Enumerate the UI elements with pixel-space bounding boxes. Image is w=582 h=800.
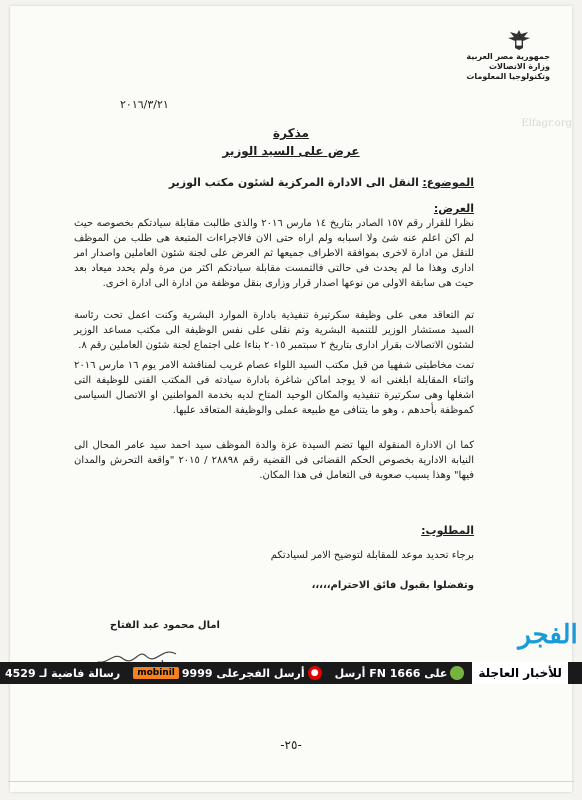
subject-line [84,176,474,189]
subject-text: النقل الى الادارة المركزية لشئون مكتب الوزير [168,176,419,189]
news-ticker[interactable] [0,662,582,684]
body-paragraph-1: نظرا للقرار رقم ١٥٧ الصادر بتاريخ ١٤ مارس ٢٠١٦ والذى طالبت مقابلة سيادتكم بخصوصه حيث لم اكن اعلم عنه شئ ولا اسبابه ولم اراه حتى الان فالاجراءات المتبعة هى طلب من الموظف للنقل من ادارة لاخرى بموافقة الاطراف جميعها ثم العرض على لجنة شئون العاملين واصدار امر ادارى وهذا ما لم يحدث فى حالتى فالتمست مقابلة سيادتكم اكثر من مرة ولم يحدد ميعاد بعد حيث هى سابقة الاولى من نوعها اصدار قرار وزارى بنقل موظفة من ادارة الى ادارة اخرى. [74,218,475,289]
logo-text: الفجر [518,620,578,650]
header-line: وتكنولوجيا المعلومات [466,72,550,81]
signer-name: امال محمود عبد الفتاح [109,620,220,631]
ticker-item-vodafone[interactable] [330,662,473,684]
mobinil-logo: mobinil [133,667,179,679]
body-paragraph-3: تمت مخاطبتى شفهيا من قبل مكتب السيد اللواء عصام غريب لمناقشة الامر يوم ١٦ مارس ٢٠١٦ واثناء المقابلة ابلغنى انه لا يوجد اماكن شاغرة بادارة سيادته فى المكتب الفنى للوظيفة التى اشغلها وهى سكرتيرة تنفيذيه والمكان الوحيد المتاح لديه بخدمة المواطنين او الاتصال السياسى كموظفة بأحدهم ، وهو ما يتنافى مع طبيعة عملى والوظيفة المتعاقد عليها. [74,360,474,416]
etisalat-logo-icon [450,666,464,680]
ticker-item-etisalat[interactable] [0,662,125,684]
ministry-header [430,52,550,82]
ticker-text: أرسل الفجرعلى 9999 [181,666,305,680]
memo-subtitle: عرض على السيد الوزير [222,144,360,158]
watermark: Elfagr.org [521,118,572,129]
ticker-tag: للأخبار العاجلة [472,662,567,684]
header-line: جمهورية مصر العربية [466,52,550,61]
memo-title: مذكرة [273,126,309,140]
body-label: العرض: [433,202,474,215]
ticker-text: رسالة فاضية لـ 4529 [5,666,121,680]
body-paragraph-2: تم التعاقد معى على وظيفة سكرتيرة تنفيذية بادارة الموارد البشرية وكنت اعمل تحت رئاسة السيد مستشار الوزير للتنمية البشرية وتم نقلى على نفس الوظيفة الى مكتب مساعد الوزير لشئون الاتصالات بقرار ادارى بتاريخ ٢ سبتمبر ٢٠١٥ بناءا على اجتماع لجنة شئون العاملين رقم ٨. [74,310,474,351]
elfagr-logo[interactable] [516,620,580,686]
header-line: وزارة الاتصالات [488,62,550,71]
request-label: المطلوب: [421,524,474,537]
request-text: برجاء تحديد موعد للمقابلة لتوضيح الامر لسيادتكم [270,550,474,561]
ticker-text: أرسل FN على 1666 [334,666,448,680]
memo-date: ٢٠١٦/٣/٢١ [120,98,169,111]
subject-label: الموضوع: [422,176,474,189]
body-paragraph-4: كما ان الادارة المنقولة اليها تضم السيدة عزة والدة الموظف سيد احمد سيد عامر المحال الى النيابة الادارية بخصوص الحكم القضائى فى القضية رقم ٢٨٨٩٨ / ٢٠١٥ "واقعة التحرش والمدان فيها" وهذا يسبب صعوبة فى التعامل فى هذا المكان. [74,440,475,481]
page-number: -٢٥- [280,738,302,752]
ticker-item-mobinil[interactable] [125,662,329,684]
closing-line: وتفضلوا بقبول فائق الاحترام،،،،، [311,580,474,591]
scan-edge [8,781,574,782]
eagle-emblem-icon [506,28,532,52]
vodafone-logo-icon: ● [308,666,322,680]
